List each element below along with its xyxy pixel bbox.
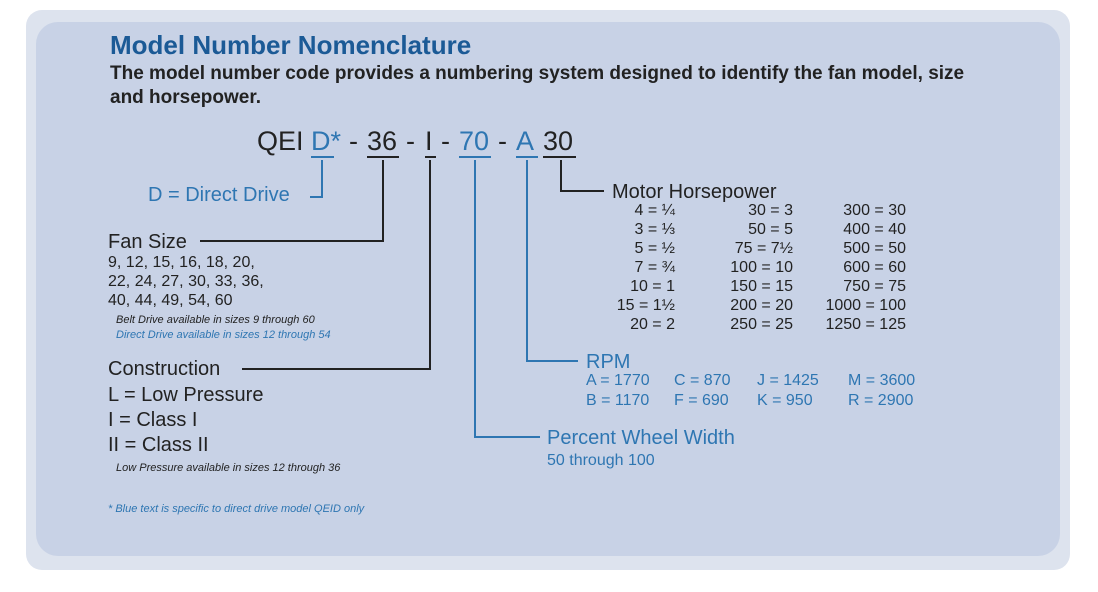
rpm-label: RPM [586,351,631,373]
motor-hp-entry: 200 = 20 [730,297,793,314]
footnote: * Blue text is specific to direct drive model QEID only [108,503,365,515]
motor-hp-entry: 50 = 5 [748,221,793,238]
wheel-width-label: Percent Wheel Width [547,427,735,449]
fan-size-note-direct: Direct Drive available in sizes 12 through 54 [116,329,331,341]
motor-hp-entry: 300 = 30 [843,202,906,219]
code-sep-4: - [498,126,507,156]
fan-size-line-1: 9, 12, 15, 16, 18, 20, [108,254,255,271]
wheel-width-range: 50 through 100 [547,452,655,469]
motor-hp-entry: 250 = 25 [730,316,793,333]
motor-hp-entry: 4 = ¼ [634,202,675,219]
code-sep-3: - [441,126,450,156]
description: The model number code provides a numbering system designed to identify the fan model, size and horsepower. [110,63,965,108]
construction-item: L = Low Pressure [108,384,264,406]
code-size: 36 [367,126,398,156]
motor-hp-entry: 150 = 15 [730,278,793,295]
fan-size-line-2: 22, 24, 27, 30, 33, 36, [108,273,264,290]
motor-hp-entry: 750 = 75 [843,278,906,295]
rpm-entry: J = 1425 [757,372,819,389]
rpm-entry: M = 3600 [848,372,916,389]
code-sep-1: - [349,126,358,156]
motor-hp-entry: 100 = 10 [730,259,793,276]
construction-item: I = Class I [108,409,198,431]
motor-hp-entry: 30 = 3 [748,202,793,219]
width-connector [475,160,540,437]
code-hp: 30 [543,126,574,156]
rpm-entry: K = 950 [757,392,813,409]
motor-hp-entry: 5 = ½ [634,240,675,257]
rpm-entry: R = 2900 [848,392,914,409]
motor-hp-label: Motor Horsepower [612,181,777,203]
code-width: 70 [459,126,490,156]
motor-hp-entry: 400 = 40 [843,221,906,238]
fan-size-note-belt: Belt Drive available in sizes 9 through 60 [116,314,315,326]
code-sep-2: - [406,126,415,156]
motor-hp-entry: 600 = 60 [843,259,906,276]
code-drive: D* [311,126,342,156]
construction-item: II = Class II [108,434,209,456]
rpm-entry: A = 1770 [586,372,650,389]
construction-note: Low Pressure available in sizes 12 through 36 [116,462,341,474]
motor-hp-entry: 1250 = 125 [825,316,906,333]
motor-hp-entry: 15 = 1½ [616,297,675,314]
hp-connector [561,160,604,191]
motor-hp-entry: 3 = ⅓ [634,221,675,238]
motor-hp-entry: 10 = 1 [630,278,675,295]
motor-hp-entry: 1000 = 100 [825,297,906,314]
direct-drive-label: D = Direct Drive [148,184,290,206]
page-title: Model Number Nomenclature [110,30,472,60]
rpm-entry: F = 690 [674,392,729,409]
motor-hp-entry: 20 = 2 [630,316,675,333]
motor-hp-entry: 500 = 50 [843,240,906,257]
motor-hp-entry: 75 = 7½ [734,240,793,257]
construction-label: Construction [108,358,221,380]
fan-size-label: Fan Size [108,231,187,253]
code-prefix: QEI [257,126,304,156]
rpm-entry: C = 870 [674,372,731,389]
code-construction: I [425,126,433,156]
code-rpm: A [516,126,535,156]
motor-hp-entry: 7 = ¾ [634,259,675,276]
drive-connector [310,160,322,197]
fan-size-line-3: 40, 44, 49, 54, 60 [108,292,233,309]
rpm-entry: B = 1170 [586,392,650,409]
